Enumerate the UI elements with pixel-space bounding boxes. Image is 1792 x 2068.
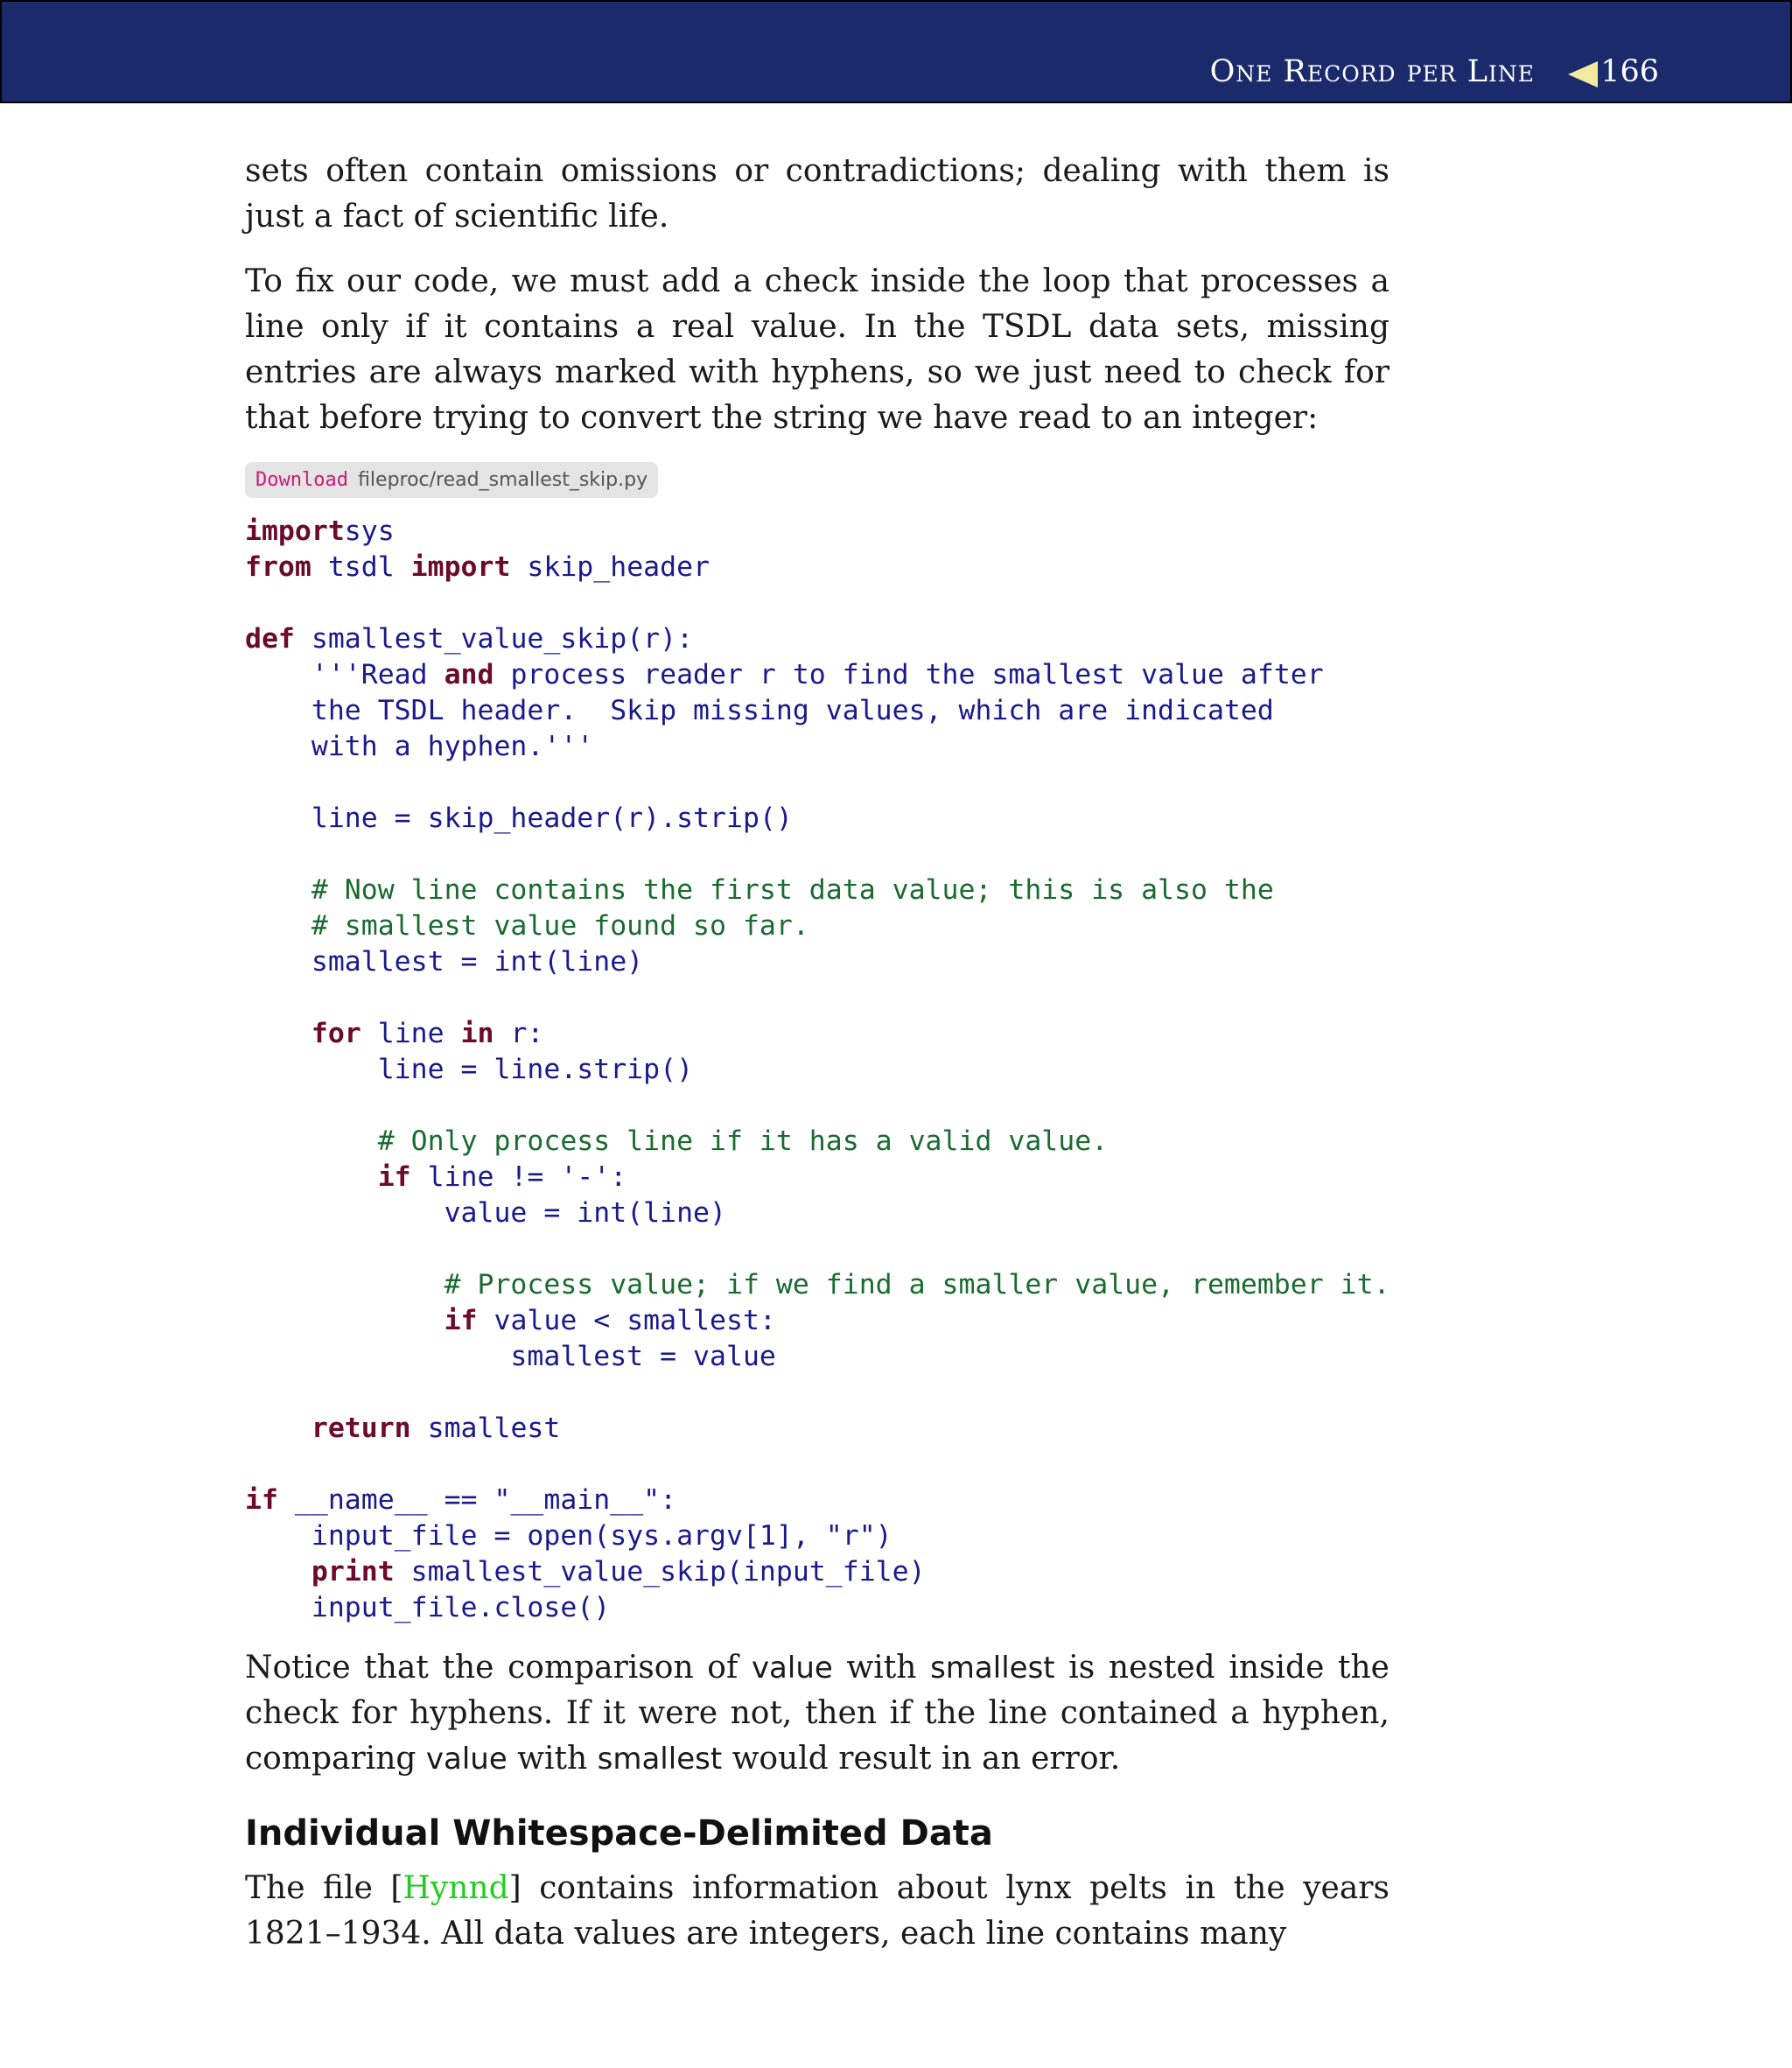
- code-line: [245, 803, 793, 834]
- inline-code-smallest: smallest: [930, 1651, 1055, 1686]
- code-token: smallest_value_skip(input_file): [394, 1556, 926, 1588]
- code-token: r:: [494, 1018, 544, 1049]
- code-line: [245, 1018, 543, 1049]
- code-line: [245, 659, 1324, 691]
- code-keyword: if: [245, 1484, 278, 1516]
- code-line: [245, 874, 1274, 906]
- code-line: [245, 551, 710, 583]
- code-line: [245, 1556, 926, 1588]
- code-comment: # Process value; if we find a smaller value, remember it.: [245, 1269, 1390, 1300]
- code-keyword: def: [245, 623, 295, 655]
- code-line: [245, 1125, 1108, 1157]
- code-keyword: and: [444, 659, 494, 691]
- code-token: sys: [344, 515, 395, 547]
- code-line: [245, 1592, 610, 1623]
- code-token: line != '-':: [410, 1161, 627, 1193]
- code-keyword: import: [410, 551, 511, 583]
- code-line: [245, 1520, 892, 1552]
- code-keyword: from: [245, 551, 312, 583]
- code-line: [245, 946, 643, 978]
- code-token: process reader r to find the smallest value after: [494, 659, 1324, 691]
- paragraph-lynx: [245, 1866, 1390, 1957]
- code-comment: # Only process line if it has a valid value.: [245, 1125, 1109, 1157]
- code-line: [245, 1054, 693, 1085]
- code-token: __name__ == "__main__":: [277, 1484, 677, 1516]
- code-line: [245, 1341, 776, 1372]
- code-token: [245, 1305, 444, 1336]
- code-token: the TSDL header. Skip missing values, which are indicated: [245, 695, 1274, 726]
- section-title: One Record per Line: [1209, 54, 1535, 89]
- page-header: [0, 0, 1792, 103]
- code-token: '''Read: [245, 659, 444, 691]
- notice-text: is nested inside the check for hyphens. If it were not, then if the line contained a hyphen, comparing: [245, 1650, 1390, 1777]
- notice-text: would result in an error.: [722, 1741, 1121, 1777]
- paragraph-intro: sets often contain omissions or contradictions; dealing with them is just a fact of scientific life.: [245, 153, 1390, 235]
- notice-text: with: [507, 1741, 598, 1777]
- code-line: [245, 1161, 626, 1193]
- code-token: smallest = value: [245, 1341, 776, 1372]
- code-line: [245, 1413, 560, 1444]
- page-number: 166: [1600, 54, 1659, 89]
- code-keyword: print: [311, 1556, 395, 1588]
- code-token: line: [360, 1018, 461, 1049]
- notice-text: with: [832, 1650, 931, 1686]
- code-listing: [245, 514, 1390, 1626]
- code-line: [245, 1197, 726, 1229]
- code-line: [245, 1305, 776, 1336]
- lynx-text: The file [: [245, 1870, 403, 1906]
- code-keyword: import: [245, 515, 345, 547]
- code-token: line = skip_header(r).strip(): [245, 803, 793, 834]
- code-line: [245, 623, 693, 655]
- code-line: [245, 695, 1274, 726]
- code-keyword: for: [311, 1018, 361, 1049]
- code-token: smallest: [410, 1413, 561, 1444]
- code-comment: # Now line contains the first data value; this is also the: [245, 874, 1274, 906]
- code-line: [245, 515, 395, 547]
- paragraph-notice: [245, 1645, 1390, 1782]
- paragraph-fix: To fix our code, we must add a check inside the loop that processes a line only if it contains a real value. In the TSDL data sets, missing entries are always marked with hyphens, so we just need to check for that before trying to convert the string we have read to an integer:: [245, 263, 1390, 436]
- code-token: with a hyphen.''': [245, 731, 594, 762]
- inline-code-value: value: [751, 1651, 833, 1686]
- code-token: skip_header: [510, 551, 710, 583]
- lynx-text: ] contains information about lynx pelts in the years 1821–1934. All data values are integers, each line contains many: [245, 1870, 1390, 1952]
- code-line: [245, 910, 809, 942]
- inline-code-smallest: smallest: [597, 1742, 723, 1777]
- download-path: fileproc/read_smallest_skip.py: [358, 469, 648, 491]
- code-token: input_file.close(): [245, 1592, 611, 1623]
- page-content: [245, 149, 1390, 1976]
- section-heading: Individual Whitespace-Delimited Data: [245, 1813, 993, 1854]
- code-keyword: if: [377, 1161, 411, 1193]
- back-arrow-icon[interactable]: [1568, 61, 1598, 88]
- code-token: line = line.strip(): [245, 1054, 694, 1085]
- code-token: input_file = open(sys.argv[1], "r"): [245, 1520, 892, 1552]
- code-token: smallest = int(line): [245, 946, 644, 978]
- code-line: [245, 731, 593, 762]
- code-keyword: return: [311, 1413, 411, 1444]
- code-token: [245, 1018, 312, 1049]
- code-token: value < smallest:: [477, 1305, 776, 1336]
- code-token: value = int(line): [245, 1197, 726, 1229]
- download-bar[interactable]: [245, 462, 658, 498]
- code-token: [245, 1161, 378, 1193]
- notice-text: Notice that the comparison of: [245, 1650, 752, 1686]
- code-keyword: if: [444, 1305, 478, 1336]
- code-line: [245, 1269, 1390, 1300]
- code-token: tsdl: [311, 551, 411, 583]
- code-token: smallest_value_skip(r):: [294, 623, 694, 655]
- citation-link[interactable]: Hynnd: [402, 1870, 509, 1906]
- download-link[interactable]: Download: [256, 469, 348, 491]
- code-token: [245, 1413, 312, 1444]
- code-line: [245, 1484, 676, 1516]
- code-token: [245, 1556, 312, 1588]
- code-comment: # smallest value found so far.: [245, 910, 809, 942]
- code-keyword: in: [460, 1018, 494, 1049]
- inline-code-value: value: [425, 1742, 508, 1777]
